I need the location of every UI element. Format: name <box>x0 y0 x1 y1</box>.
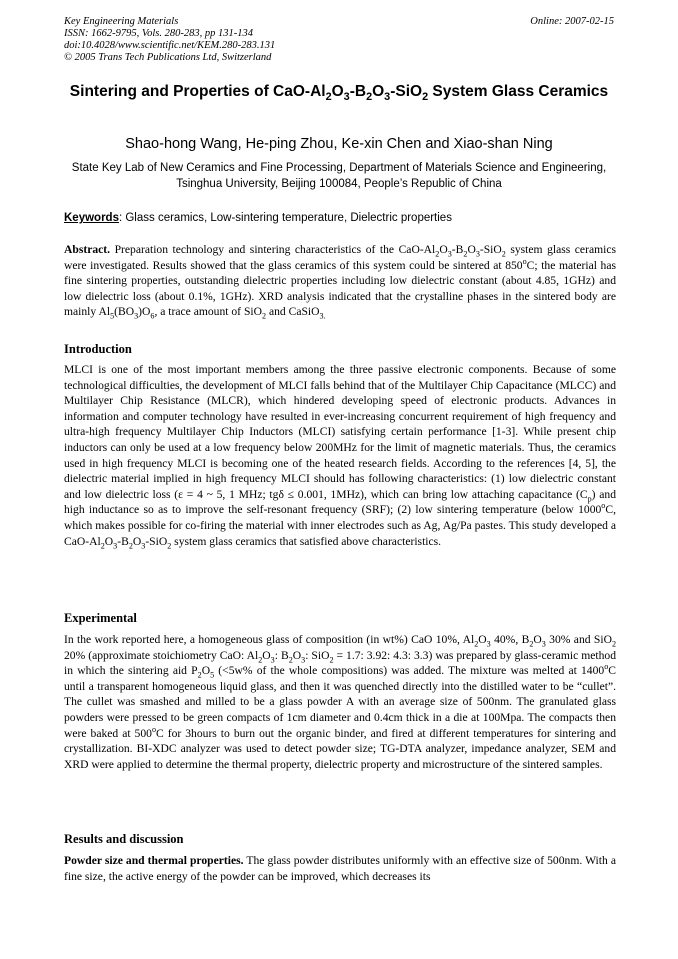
journal-name: Key Engineering Materials <box>64 16 179 27</box>
subsection-lead: Powder size and thermal properties. <box>64 854 244 867</box>
introduction-paragraph: MLCI is one of the most important members among the three passive electronic components. Because of some technological difficulties, the development of MLCI falls behind that of the Multilayer Chip Capacitance (MLCC) and Multilayer Chip Resistance (MLCR), which hindered developing speed of electronic products. Advances in information and computer technology have resulted in ever-increasing concurrent requirement of high frequency and ultra-high frequency Multilayer Chip Inductors (MLCI) satisfying certain performance [1-3]. While present chip inductors can only be used at a low frequency below 200MHz for the limit of magnetic materials. Thus, the ceramics used in high frequency MLCI is becoming one of the heated research fields. According to the references [4, 5], the dielectric material implied in high frequency MLCI should has following characteristics: (1) low dielectric constant and low dielectric loss (ε = 4 ~ 5, 1 MHz; tgδ ≤ 0.001, 1MHz), which can bring low attaching capacitance $(C_p)$ and high inductance so as to improve the self-resonant frequency (SRF); (2) low sintering temperature (below 1000$^o$C, which makes possible for co-firing the material with inner electrodes such as Ag, Ag/Pa pastes. This study developed a CaO-$Al_2O_3-B_2O_3-SiO_2$ system glass ceramics that satisfied above characteristics. <box>64 363 617 550</box>
abstract-label: Abstract. <box>64 243 111 256</box>
experimental-heading: Experimental <box>64 611 137 625</box>
affiliation: State Key Lab of New Ceramics and Fine Processing, Department of Materials Science and Engineering, Tsinghua University, Beijing 100084, People’s Republic of China <box>71 162 607 190</box>
doi-line: doi:10.4028/www.scientific.net/KEM.280-283.131 <box>64 40 276 51</box>
paper-title: Sintering and Properties of CaO-$Al_2O_3-B_2O_3-SiO_2$ System Glass Ceramics <box>69 83 609 104</box>
author-list: Shao-hong Wang, He-ping Zhou, Ke-xin Chen and Xiao-shan Ning <box>125 136 553 152</box>
results-heading: Results and discussion <box>64 832 184 846</box>
issn-line: ISSN: 1662-9795, Vols. 280-283, pp 131-134 <box>64 28 253 39</box>
keywords-text: Glass ceramics, Low-sintering temperature, Dielectric properties <box>122 212 452 224</box>
keywords-label: Keywords <box>64 212 119 224</box>
abstract-paragraph: Abstract. Preparation technology and sintering characteristics of the CaO-$Al_2O_3-B_2O_3-SiO_2$ system glass ceramics were investigated. Results showed that the glass ceramics of this system could be sintered at 850$^o$C; the material has fine sintering properties, outstanding dielectric properties including low dielectric constant (about 4.85, 1GHz) and low dielectric loss (about 0.1%, 1GHz). XRD analysis indicated that the crystalline phases in the sintered body are mainly $Al_5(BO_3)O_6$, a trace amount of SiO$_2$ and CaSiO$_{3.}$ <box>64 243 616 321</box>
keywords: Keywords: Glass ceramics, Low-sintering temperature, Dielectric properties <box>64 212 452 224</box>
copyright-line: © 2005 Trans Tech Publications Ltd, Switzerland <box>64 52 272 63</box>
experimental-paragraph: In the work reported here, a homogeneous glass of composition (in wt%) CaO 10%, $Al_2O_3$ 40%, $B_2O_3$ 30% and SiO$_2$ 20% (approximate stoichiometry CaO: $Al_2O_3$: $B_2O_3$: SiO$_2$ = 1.7: 3.92: 4.3: 3.3) was prepared by glass-ceramic method in which the sintering aid $P_2O_5$ (<5w% of the whole compositions) was added. The mixture was melted at 1400$^o$C until a transparent homogeneous liquid glass, and then it was quenched directly into the distilled water to be “cullet”. The cullet was smashed and milled to be a glass powder A with an average size of 500nm. The granulated glass powders were pressed to be green compacts of 1cm diameter and 0.4cm thick in a die at 100Mpa. The compacts then were baked at 500$^o$C for 3hours to burn out the organic binder, and fired at different temperatures for sintering and crystallization. BI-XDC analyzer was used to detect powder size; TG-DTA analyzer, impedance analyzer, SEM and XRD were applied to determine the thermal property, dielectric property and microstructure of the sintered samples. <box>64 633 617 771</box>
running-header <box>64 16 614 64</box>
results-paragraph: Powder size and thermal properties. The glass powder distributes uniformly with an effective size of 500nm. With a fine size, the active energy of the powder can be improved, which decreases its <box>64 854 616 883</box>
online-date: Online: 2007-02-15 <box>530 16 614 27</box>
introduction-heading: Introduction <box>64 342 132 356</box>
